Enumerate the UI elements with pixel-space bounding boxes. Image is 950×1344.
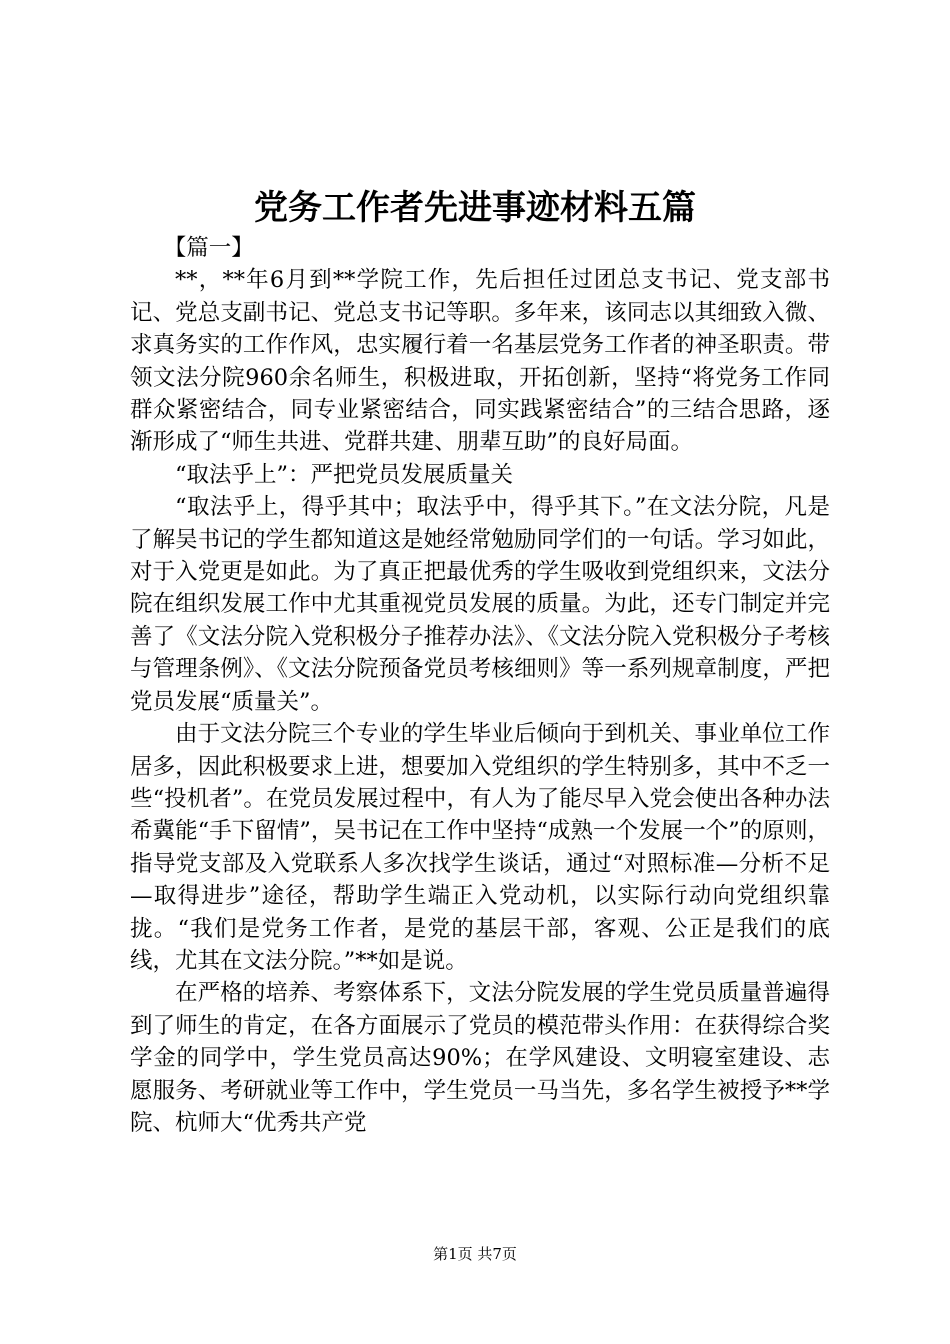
document-title: 党务工作者先进事迹材料五篇 [254, 188, 696, 228]
page-number: 第1页 共7页 [433, 1245, 517, 1263]
section-label: 【篇一】 [163, 235, 254, 261]
document-body [130, 232, 830, 1139]
paragraph-principle: 由于文法分院三个专业的学生毕业后倾向于到机关、事业单位工作居多，因此积极要求上进，想要加入党组织的学生特别多，其中不乏一些“投机者”。在党员发展过程中，有人为了能尽早入党会使出各种办法希冀能“手下留情”，吴书记在工作中坚持“成熟一个发展一个”的原则，指导党支部及入党联系人多次找学生谈话，通过“对照标准—分析不足—取得进步”途径，帮助学生端正入党动机，以实际行动向党组织靠拢。“我们是党务工作者，是党的基层干部，客观、公正是我们的底线，尤其在文法分院。”**如是说。 [130, 721, 830, 974]
paragraph-quality: “取法乎上，得乎其中；取法乎中，得乎其下。”在文法分院，凡是了解吴书记的学生都知道这是她经常勉励同学们的一句话。学习如此，对于入党更是如此。为了真正把最优秀的学生吸收到党组织来，文法分院在组织发展工作中尤其重视党员发展的质量。为此，还专门制定并完善了《文法分院入党积极分子推荐办法》、《文法分院入党积极分子考核与管理条例》、《文法分院预备党员考核细则》等一系列规章制度，严把党员发展“质量关”。 [130, 494, 830, 715]
paragraph-results: 在严格的培养、考察体系下，文法分院发展的学生党员质量普遍得到了师生的肯定，在各方面展示了党员的模范带头作用：在获得综合奖学金的同学中，学生党员高达90%；在学风建设、文明寝室建设、志愿服务、考研就业等工作中，学生党员一马当先，多名学生被授予**学院、杭师大“优秀共产党 [130, 980, 830, 1136]
subheading-quality: “取法乎上”：严把党员发展质量关 [175, 461, 514, 488]
paragraph-intro: **，**年6月到**学院工作，先后担任过团总支书记、党支部书记、党总支副书记、党总支书记等职。多年来，该同志以其细致入微、求真务实的工作作风，忠实履行着一名基层党务工作者的神圣职责。带领文法分院960余名师生，积极进取，开拓创新，坚持“将党务工作同群众紧密结合，同专业紧密结合，同实践紧密结合”的三结合思路，逐渐形成了“师生共进、党群共建、朋辈互助”的良好局面。 [130, 267, 830, 456]
